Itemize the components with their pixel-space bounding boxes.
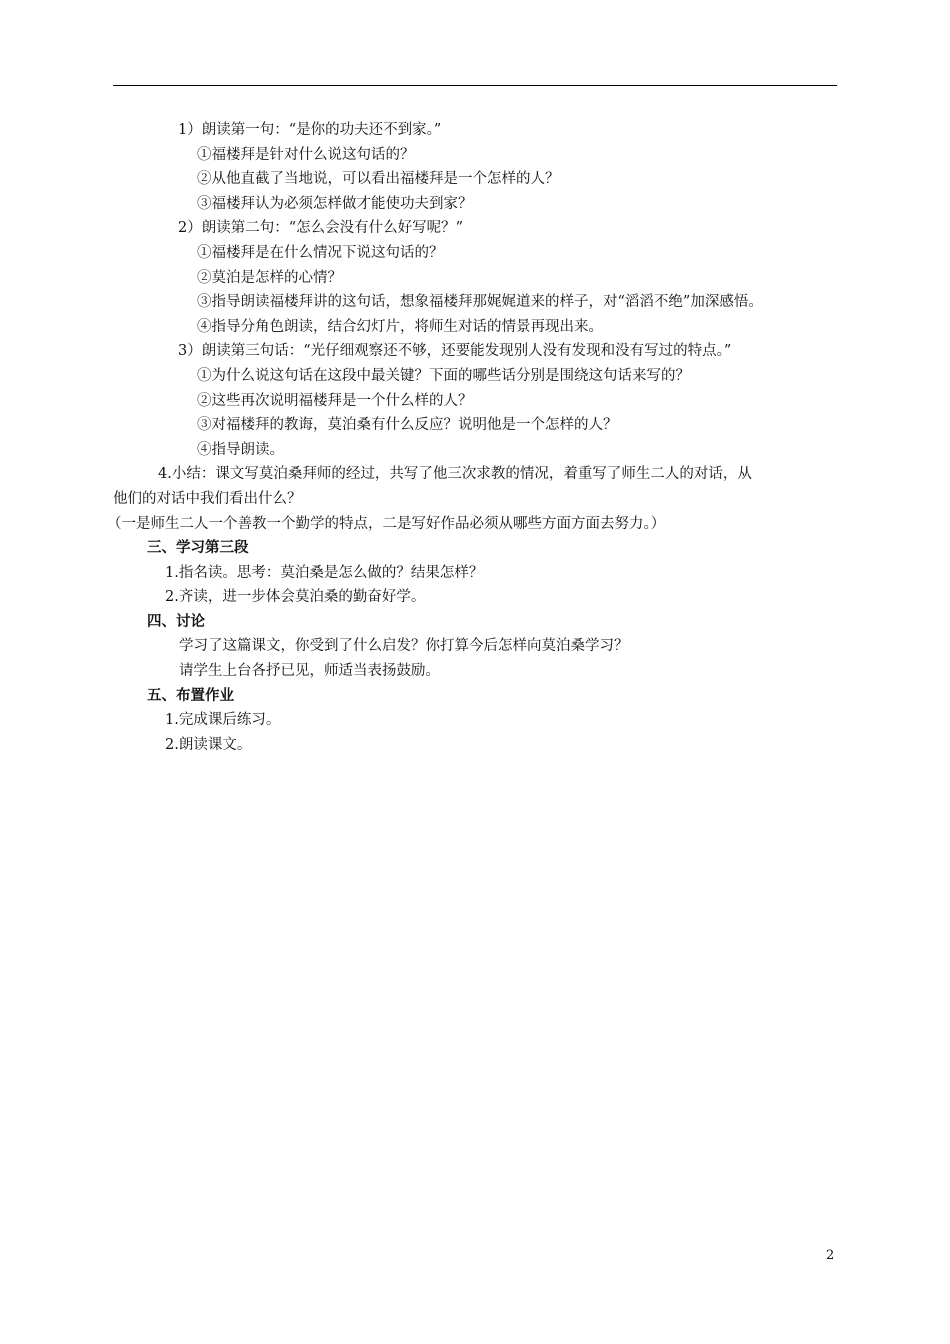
question-item: ③对福楼拜的教诲，莫泊桑有什么反应？说明他是一个怎样的人？ xyxy=(197,417,618,434)
header-rule xyxy=(113,85,837,86)
question-item: ④指导朗读。 xyxy=(197,441,284,458)
document-body xyxy=(0,118,950,757)
question-item: ①为什么说这句话在这段中最关键？下面的哪些话分别是围绕这句话来写的？ xyxy=(197,367,690,384)
summary-paragraph-continued: 他们的对话中我们看出什么？ xyxy=(113,490,302,507)
section-heading-3: 三、学习第三段 xyxy=(147,539,249,557)
question-item: ②这些再次说明福楼拜是一个什么样的人？ xyxy=(197,392,473,409)
discussion-paragraph: 请学生上台各抒已见，师适当表扬鼓励。 xyxy=(179,663,440,680)
section-heading-5: 五、布置作业 xyxy=(147,686,234,704)
discussion-paragraph: 学习了这篇课文，你受到了什么启发？你打算今后怎样向莫泊桑学习？ xyxy=(179,638,629,655)
question-item: ②莫泊是怎样的心情？ xyxy=(197,269,342,286)
question-heading-3: 3）朗读第三句话：“光仔细观察还不够，还要能发现别人没有发现和没有写过的特点。” xyxy=(178,343,732,360)
numbered-item: 2.朗读课文。 xyxy=(165,736,252,753)
summary-paragraph: 4.小结：课文写莫泊桑拜师的经过，共写了他三次求教的情况，着重写了师生二人的对话，从 xyxy=(158,466,752,483)
question-heading-2: 2）朗读第二句：“怎么会没有什么好写呢？” xyxy=(178,220,464,237)
question-heading-1: 1）朗读第一句：“是你的功夫还不到家。” xyxy=(178,122,442,138)
numbered-item: 1.完成课后练习。 xyxy=(165,712,281,729)
question-item: ①福楼拜是在什么情况下说这句话的？ xyxy=(197,244,444,261)
section-heading-4: 四、讨论 xyxy=(147,612,205,630)
page-number: 2 xyxy=(826,1248,835,1263)
question-item: ②从他直截了当地说，可以看出福楼拜是一个怎样的人？ xyxy=(197,171,560,188)
summary-answer: （一是师生二人一个善教一个勤学的特点，二是写好作品必须从哪些方面方面去努力。） xyxy=(107,515,666,532)
question-item: ③指导朗读福楼拜讲的这句话，想象福楼拜那娓娓道来的样子，对“滔滔不绝”加深感悟。 xyxy=(197,294,763,311)
question-item: ④指导分角色朗读，结合幻灯片，将师生对话的情景再现出来。 xyxy=(197,318,603,335)
question-item: ③福楼拜认为必须怎样做才能使功夫到家？ xyxy=(197,195,473,212)
numbered-item: 2.齐读，进一步体会莫泊桑的勤奋好学。 xyxy=(165,589,426,606)
question-item: ①福楼拜是针对什么说这句话的？ xyxy=(197,146,415,163)
numbered-item: 1.指名读。思考：莫泊桑是怎么做的？结果怎样？ xyxy=(165,564,484,581)
